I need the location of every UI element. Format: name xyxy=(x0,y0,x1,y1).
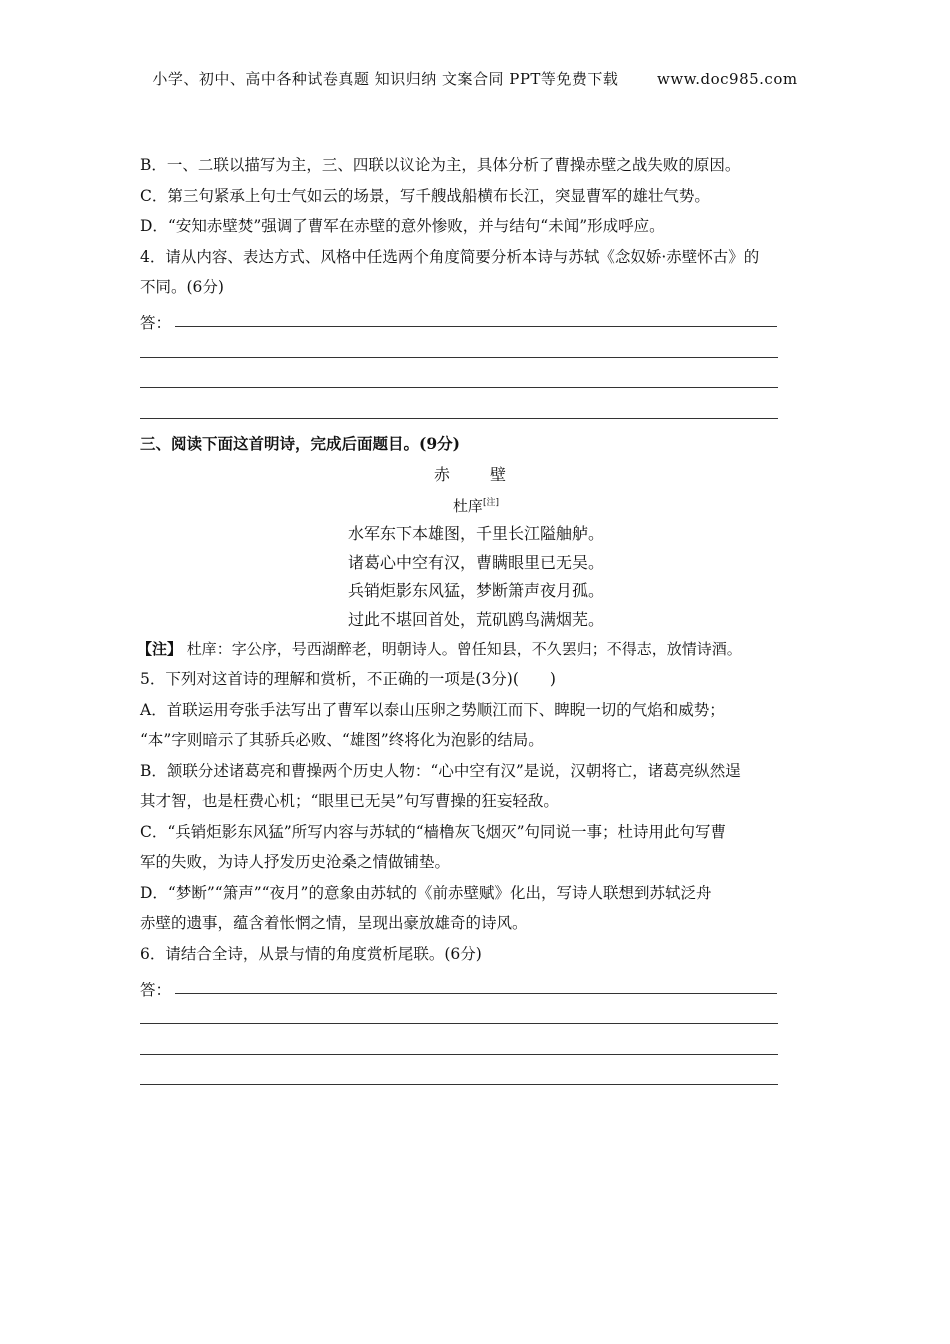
q6-stem: 6．请结合全诗，从景与情的角度赏析尾联。(6分) xyxy=(140,944,482,963)
q6-answer-line-4[interactable] xyxy=(140,1055,778,1086)
section3-heading: 三、阅读下面这首明诗，完成后面题目。(9分) xyxy=(140,433,460,453)
header-url: www.doc985.com xyxy=(656,70,798,88)
q5-option-b-line2: 其才智，也是枉费心机；“眼里已无吴”句写曹操的狂妄轻敌。 xyxy=(140,792,559,810)
header-promo-text: 小学、初中、高中各种试卷真题 知识归纳 文案合同 PPT等免费下载 xyxy=(152,70,619,88)
document-body xyxy=(137,150,812,1091)
q5-option-c-line1: C．“兵销炬影东风猛”所写内容与苏轼的“樯橹灰飞烟灭”句同说一事；杜诗用此句写曹 xyxy=(140,822,727,841)
q5-option-a-line2: “本”字则暗示了其骄兵必败、“雄图”终将化为泡影的结局。 xyxy=(140,731,544,749)
poem-block xyxy=(140,461,812,634)
page-header xyxy=(0,68,950,89)
q4-stem-line2: 不同。(6分) xyxy=(140,278,224,296)
q6-answer-line-3[interactable] xyxy=(140,1024,778,1055)
poem-line-2: 诸葛心中空有汉，曹瞒眼里已无吴。 xyxy=(347,552,604,572)
poem-author xyxy=(140,489,812,520)
q6-answer-line-2[interactable] xyxy=(140,994,778,1025)
q4-answer-line-4[interactable] xyxy=(140,388,778,419)
q6-answer-label: 答： xyxy=(140,980,172,999)
poem-line-4: 过此不堪回首处，荒矶鸥鸟满烟芜。 xyxy=(347,609,604,629)
note-text: 杜庠：字公序，号西湖醉老，明朝诗人。曾任知县，不久罢归；不得志，放情诗酒。 xyxy=(186,640,742,658)
poem-line-3: 兵销炬影东风猛，梦断箫声夜月孤。 xyxy=(347,581,604,600)
q5-stem: 5．下列对这首诗的理解和赏析，不正确的一项是(3分)( ) xyxy=(140,670,556,688)
q4-answer-line-3[interactable] xyxy=(140,358,778,389)
q3-option-b: B．一、二联以描写为主，三、四联以议论为主，具体分析了曹操赤壁之战失败的原因。 xyxy=(140,156,741,174)
q3-option-d: D．“安知赤壁焚”强调了曹军在赤壁的意外惨败，并与结句“未闻”形成呼应。 xyxy=(140,217,665,235)
q4-stem-line1: 4．请从内容、表达方式、风格中任选两个角度简要分析本诗与苏轼《念奴娇·赤壁怀古》的 xyxy=(140,247,760,266)
q5-option-d-line1: D．“梦断”“箫声”“夜月”的意象由苏轼的《前赤壁赋》化出，写诗人联想到苏轼泛舟 xyxy=(140,883,712,902)
poem-line-1: 水军东下本雄图，千里长江隘舳舻。 xyxy=(347,524,604,543)
poem-title: 赤 壁 xyxy=(433,465,518,484)
q4-answer-line-2[interactable] xyxy=(140,327,778,358)
q5-option-a-line1: A．首联运用夸张手法写出了曹军以泰山压卵之势顺江而下、睥睨一切的气焰和威势； xyxy=(140,700,725,719)
q5-option-d-line2: 赤壁的遗事，蕴含着怅惘之情，呈现出豪放雄奇的诗风。 xyxy=(140,914,528,932)
note-label: 【注】 xyxy=(137,640,183,658)
q5-option-b-line1: B．颔联分述诸葛亮和曹操两个历史人物：“心中空有汉”是说，汉朝将亡，诸葛亮纵然逞 xyxy=(140,761,741,780)
q5-option-c-line2: 军的失败，为诗人抒发历史沧桑之情做铺垫。 xyxy=(140,853,451,871)
poem-author-note-marker: [注] xyxy=(482,498,500,508)
q4-answer-label: 答： xyxy=(140,314,172,332)
poem-note xyxy=(137,634,812,664)
poem-author-name: 杜庠 xyxy=(452,497,483,515)
q3-option-c: C．第三句紧承上句士气如云的场景，写千艘战船横布长江，突显曹军的雄壮气势。 xyxy=(140,186,710,205)
